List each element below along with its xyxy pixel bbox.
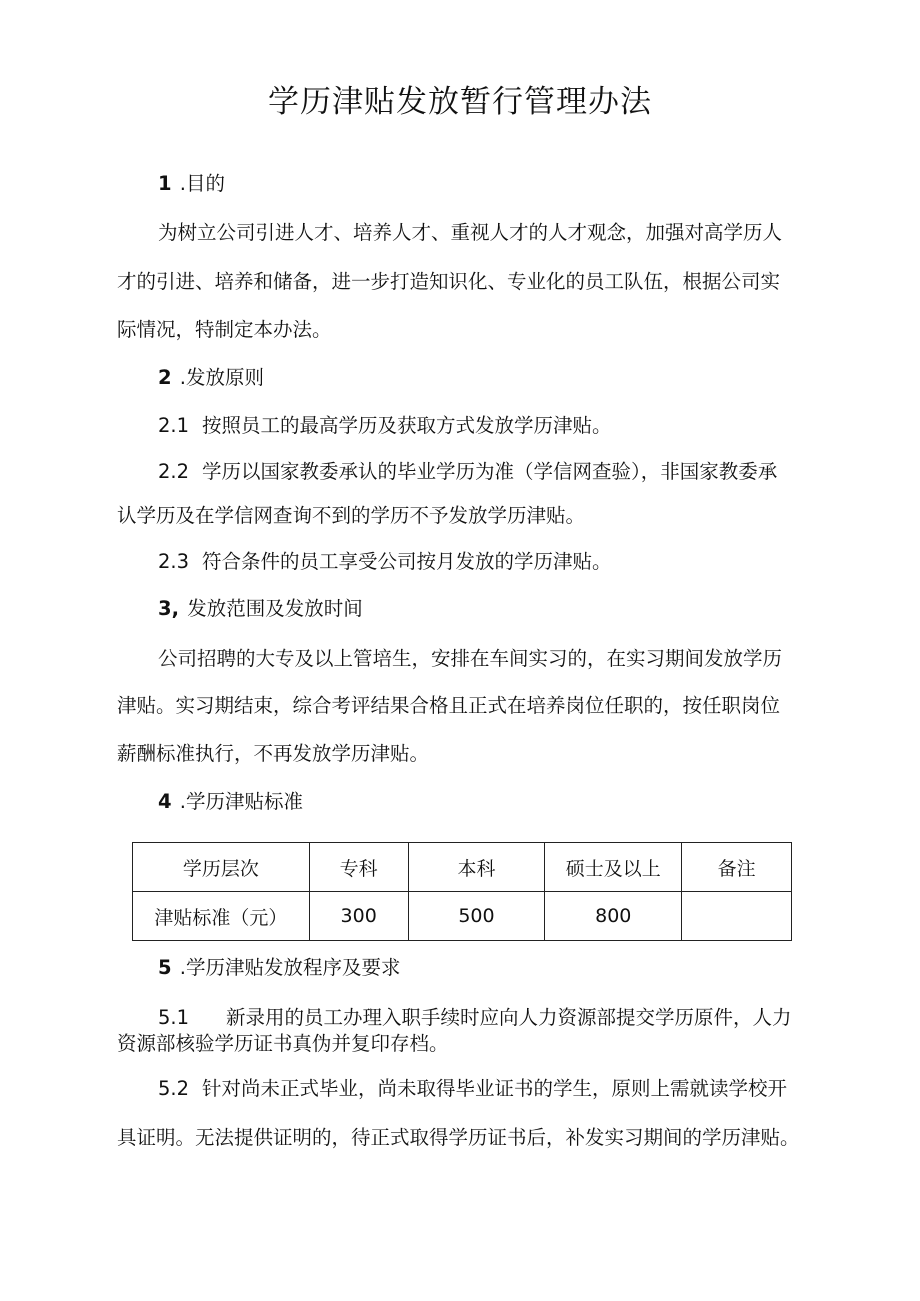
section-number: 1 <box>158 172 172 195</box>
paragraph-line: 津贴。实习期结束，综合考评结果合格且正式在培养岗位任职的，按任职岗位 <box>117 694 781 717</box>
paragraph-line: 际情况，特制定本办法。 <box>117 318 332 341</box>
table-cell: 800 <box>545 892 682 941</box>
allowance-table <box>132 842 792 941</box>
section-4-heading <box>158 788 818 816</box>
table-header-cell: 本科 <box>408 843 545 892</box>
table-header-cell: 备注 <box>682 843 792 892</box>
table-header-cell: 学历层次 <box>133 843 310 892</box>
table-cell: 500 <box>408 892 545 941</box>
clause-text: 新录用的员工办理入职手续时应向人力资源部提交学历原件，人力 <box>226 1006 792 1029</box>
clause-2-1 <box>158 412 818 440</box>
clause-2-2 <box>158 458 818 486</box>
clause-text: 按照员工的最高学历及获取方式发放学历津贴。 <box>202 414 612 437</box>
section-heading-text: .目的 <box>179 172 225 195</box>
section-heading-text: .学历津贴发放程序及要求 <box>179 956 401 979</box>
paragraph-line: 才的引进、培养和储备，进一步打造知识化、专业化的员工队伍，根据公司实 <box>117 270 781 293</box>
clause-5-1 <box>158 1004 818 1032</box>
table-header-row <box>133 843 792 892</box>
clause-number: 5.2 <box>158 1077 190 1100</box>
section-heading-text: .学历津贴标准 <box>179 790 303 813</box>
section-number: 2 <box>158 366 172 389</box>
paragraph-line: 薪酬标准执行，不再发放学历津贴。 <box>117 742 430 765</box>
section-number: 5 <box>158 956 172 979</box>
paragraph-line: 资源部核验学历证书真伪并复印存档。 <box>117 1032 449 1055</box>
section-2-heading <box>158 364 818 392</box>
clause-number: 2.2 <box>158 460 190 483</box>
document-title: 学历津贴发放暂行管理办法 <box>268 84 652 120</box>
section-5-heading <box>158 954 818 982</box>
clause-number: 2.1 <box>158 414 190 437</box>
clause-number: 2.3 <box>158 550 190 573</box>
clause-text: 针对尚未正式毕业，尚未取得毕业证书的学生，原则上需就读学校开 <box>202 1077 788 1100</box>
clause-5-2 <box>158 1075 818 1103</box>
clause-text: 学历以国家教委承认的毕业学历为准（学信网查验），非国家教委承 <box>202 460 778 483</box>
paragraph-line: 具证明。无法提供证明的，待正式取得学历证书后，补发实习期间的学历津贴。 <box>117 1126 800 1149</box>
paragraph-line: 为树立公司引进人才、培养人才、重视人才的人才观念，加强对高学历人 <box>158 221 783 244</box>
section-heading-text: 发放范围及发放时间 <box>187 597 363 620</box>
section-3-heading <box>158 595 818 623</box>
clause-2-3 <box>158 548 818 576</box>
table-row <box>133 892 792 941</box>
section-1-heading <box>158 170 818 198</box>
table-cell: 津贴标准（元） <box>133 892 310 941</box>
section-number: 4 <box>158 790 172 813</box>
paragraph-line: 公司招聘的大专及以上管培生，安排在车间实习的，在实习期间发放学历 <box>158 647 783 670</box>
clause-number: 5.1 <box>158 1006 190 1029</box>
table-cell <box>682 892 792 941</box>
section-number: 3, <box>158 597 179 620</box>
clause-text: 符合条件的员工享受公司按月发放的学历津贴。 <box>202 550 612 573</box>
table-header-cell: 专科 <box>309 843 408 892</box>
section-heading-text: .发放原则 <box>179 366 264 389</box>
paragraph-line: 认学历及在学信网查询不到的学历不予发放学历津贴。 <box>117 504 586 527</box>
table-header-cell: 硕士及以上 <box>545 843 682 892</box>
table-cell: 300 <box>309 892 408 941</box>
